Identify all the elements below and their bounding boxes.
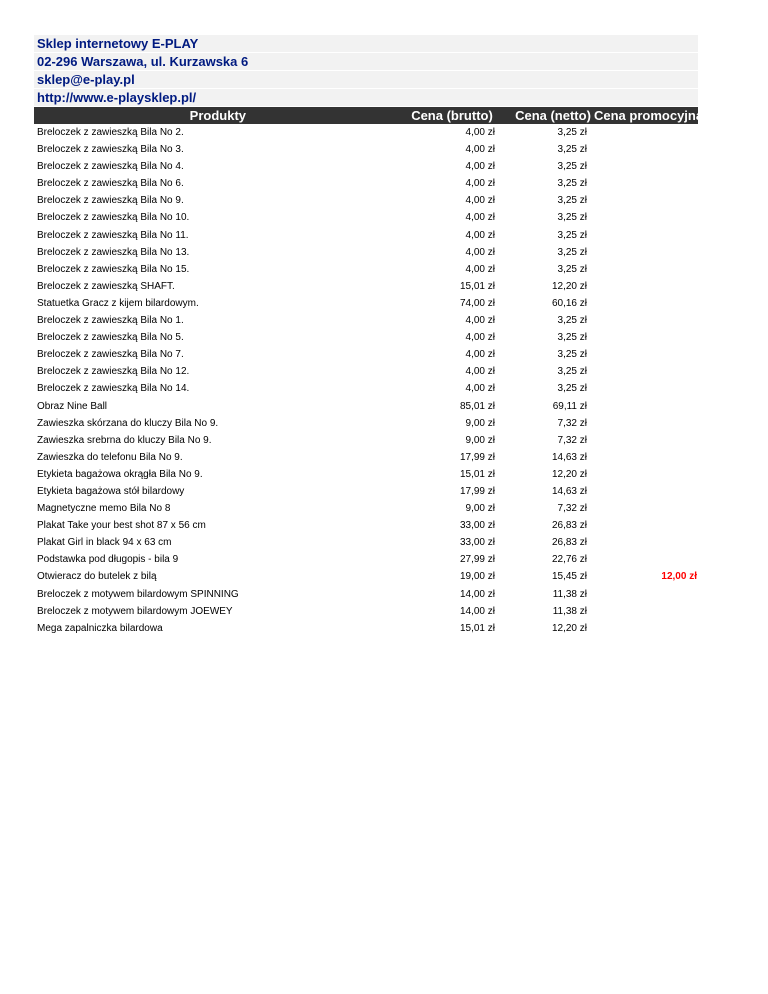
table-row xyxy=(34,586,698,603)
table-row xyxy=(34,158,698,175)
net-price: 3,25 zł xyxy=(557,383,587,395)
net-price: 26,83 zł xyxy=(551,520,587,532)
net-price: 7,32 zł xyxy=(557,417,587,429)
column-header-net-price: Cena (netto) xyxy=(515,108,591,123)
table-row xyxy=(34,295,698,312)
table-row xyxy=(34,175,698,192)
gross-price: 19,00 zł xyxy=(459,571,495,583)
table-row xyxy=(34,312,698,329)
product-name: Zawieszka skórzana do kluczy Bila No 9. xyxy=(37,417,219,429)
table-row xyxy=(34,483,698,500)
gross-price: 17,99 zł xyxy=(459,485,495,497)
gross-price: 4,00 zł xyxy=(465,195,495,207)
table-row xyxy=(34,568,698,585)
gross-price: 27,99 zł xyxy=(459,554,495,566)
table-row xyxy=(34,620,698,637)
shop-name: Sklep internetowy E-PLAY xyxy=(34,35,698,52)
gross-price: 4,00 zł xyxy=(465,161,495,173)
product-name: Breloczek z zawieszką Bila No 14. xyxy=(37,383,190,395)
promo-price: 12,00 zł xyxy=(661,571,697,583)
column-header-gross-price: Cena (brutto) xyxy=(411,108,493,123)
product-name: Plakat Girl in black 94 x 63 cm xyxy=(37,537,172,549)
gross-price: 9,00 zł xyxy=(465,434,495,446)
net-price: 3,25 zł xyxy=(557,315,587,327)
table-row xyxy=(34,124,698,141)
gross-price: 4,00 zł xyxy=(465,332,495,344)
net-price: 14,63 zł xyxy=(551,451,587,463)
product-name: Breloczek z zawieszką Bila No 4. xyxy=(37,161,184,173)
table-row xyxy=(34,603,698,620)
table-row xyxy=(34,209,698,226)
gross-price: 4,00 zł xyxy=(465,178,495,190)
net-price: 26,83 zł xyxy=(551,537,587,549)
product-name: Breloczek z zawieszką SHAFT. xyxy=(37,280,175,292)
product-name: Plakat Take your best shot 87 x 56 cm xyxy=(37,520,206,532)
net-price: 11,38 zł xyxy=(552,605,587,617)
gross-price: 15,01 zł xyxy=(459,622,495,634)
product-name: Breloczek z zawieszką Bila No 2. xyxy=(37,127,184,138)
shop-email-link[interactable]: sklep@e-play.pl xyxy=(34,71,698,88)
net-price: 12,20 zł xyxy=(551,622,587,634)
product-name: Otwieracz do butelek z bilą xyxy=(37,571,157,583)
gross-price: 85,01 zł xyxy=(459,400,495,412)
table-row xyxy=(34,500,698,517)
net-price: 3,25 zł xyxy=(557,332,587,344)
product-name: Breloczek z zawieszką Bila No 3. xyxy=(37,144,184,156)
gross-price: 4,00 zł xyxy=(465,383,495,395)
net-price: 22,76 zł xyxy=(551,554,587,566)
gross-price: 4,00 zł xyxy=(465,349,495,361)
net-price: 3,25 zł xyxy=(557,178,587,190)
table-row xyxy=(34,192,698,209)
net-price: 3,25 zł xyxy=(557,212,587,224)
table-row xyxy=(34,415,698,432)
net-price: 15,45 zł xyxy=(551,571,587,583)
product-name: Zawieszka do telefonu Bila No 9. xyxy=(37,451,183,463)
product-name: Podstawka pod długopis - bila 9 xyxy=(37,554,179,566)
product-name: Breloczek z zawieszką Bila No 6. xyxy=(37,178,184,190)
gross-price: 33,00 zł xyxy=(459,537,495,549)
product-name: Breloczek z zawieszką Bila No 12. xyxy=(37,366,190,378)
product-name: Obraz Nine Ball xyxy=(37,400,108,412)
product-name: Etykieta bagażowa okrągła Bila No 9. xyxy=(37,468,203,480)
gross-price: 14,00 zł xyxy=(459,588,495,600)
product-name: Breloczek z zawieszką Bila No 7. xyxy=(37,349,184,361)
table-row xyxy=(34,363,698,380)
gross-price: 15,01 zł xyxy=(459,280,495,292)
table-row xyxy=(34,141,698,158)
table-row xyxy=(34,534,698,551)
product-name: Breloczek z motywem bilardowym SPINNING xyxy=(37,588,239,600)
product-name: Breloczek z zawieszką Bila No 5. xyxy=(37,332,184,344)
gross-price: 14,00 zł xyxy=(459,605,495,617)
net-price: 3,25 zł xyxy=(557,144,587,156)
table-row xyxy=(34,398,698,415)
table-row xyxy=(34,551,698,568)
product-name: Etykieta bagażowa stół bilardowy xyxy=(37,485,185,497)
product-name: Breloczek z zawieszką Bila No 15. xyxy=(37,263,190,275)
product-name: Breloczek z zawieszką Bila No 10. xyxy=(37,212,190,224)
product-name: Breloczek z zawieszką Bila No 11. xyxy=(37,229,189,241)
net-price: 3,25 zł xyxy=(557,366,587,378)
table-row xyxy=(34,244,698,261)
net-price: 3,25 zł xyxy=(557,195,587,207)
gross-price: 4,00 zł xyxy=(465,246,495,258)
product-name: Breloczek z zawieszką Bila No 13. xyxy=(37,246,190,258)
net-price: 69,11 zł xyxy=(552,400,587,412)
gross-price: 4,00 zł xyxy=(465,366,495,378)
product-name: Mega zapalniczka bilardowa xyxy=(37,622,163,634)
net-price: 14,63 zł xyxy=(551,485,587,497)
gross-price: 4,00 zł xyxy=(465,144,495,156)
table-row xyxy=(34,329,698,346)
product-name: Zawieszka srebrna do kluczy Bila No 9. xyxy=(37,434,212,446)
table-row xyxy=(34,517,698,534)
net-price: 7,32 zł xyxy=(557,503,587,515)
net-price: 60,16 zł xyxy=(551,297,587,309)
column-header-promo-price: Cena promocyjna xyxy=(594,108,704,123)
table-row xyxy=(34,227,698,244)
gross-price: 4,00 zł xyxy=(465,229,495,241)
net-price: 3,25 zł xyxy=(557,246,587,258)
net-price: 3,25 zł xyxy=(557,263,587,275)
table-row xyxy=(34,346,698,363)
product-name: Breloczek z zawieszką Bila No 1. xyxy=(37,315,184,327)
net-price: 3,25 zł xyxy=(557,229,587,241)
gross-price: 4,00 zł xyxy=(465,315,495,327)
table-row xyxy=(34,278,698,295)
shop-header xyxy=(34,35,698,107)
net-price: 3,25 zł xyxy=(557,127,587,138)
net-price: 12,20 zł xyxy=(551,468,587,480)
gross-price: 15,01 zł xyxy=(459,468,495,480)
product-name: Magnetyczne memo Bila No 8 xyxy=(37,503,171,515)
gross-price: 4,00 zł xyxy=(465,212,495,224)
table-row xyxy=(34,432,698,449)
gross-price: 17,99 zł xyxy=(459,451,495,463)
net-price: 11,38 zł xyxy=(552,588,587,600)
gross-price: 4,00 zł xyxy=(465,127,495,138)
table-row xyxy=(34,261,698,278)
product-name: Breloczek z zawieszką Bila No 9. xyxy=(37,195,184,207)
column-header-products: Produkty xyxy=(189,108,246,123)
net-price: 3,25 zł xyxy=(557,349,587,361)
gross-price: 33,00 zł xyxy=(459,520,495,532)
table-header xyxy=(34,107,704,124)
shop-url-link[interactable]: http://www.e-playsklep.pl/ xyxy=(34,89,698,106)
shop-address: 02-296 Warszawa, ul. Kurzawska 6 xyxy=(34,53,698,70)
price-list-table xyxy=(34,124,698,637)
product-name: Breloczek z motywem bilardowym JOEWEY xyxy=(37,605,233,617)
table-row xyxy=(34,466,698,483)
table-row xyxy=(34,449,698,466)
gross-price: 74,00 zł xyxy=(459,297,495,309)
net-price: 12,20 zł xyxy=(551,280,587,292)
gross-price: 4,00 zł xyxy=(465,263,495,275)
product-name: Statuetka Gracz z kijem bilardowym. xyxy=(37,297,199,309)
net-price: 7,32 zł xyxy=(557,434,587,446)
gross-price: 9,00 zł xyxy=(465,503,495,515)
gross-price: 9,00 zł xyxy=(465,417,495,429)
net-price: 3,25 zł xyxy=(557,161,587,173)
table-row xyxy=(34,380,698,397)
